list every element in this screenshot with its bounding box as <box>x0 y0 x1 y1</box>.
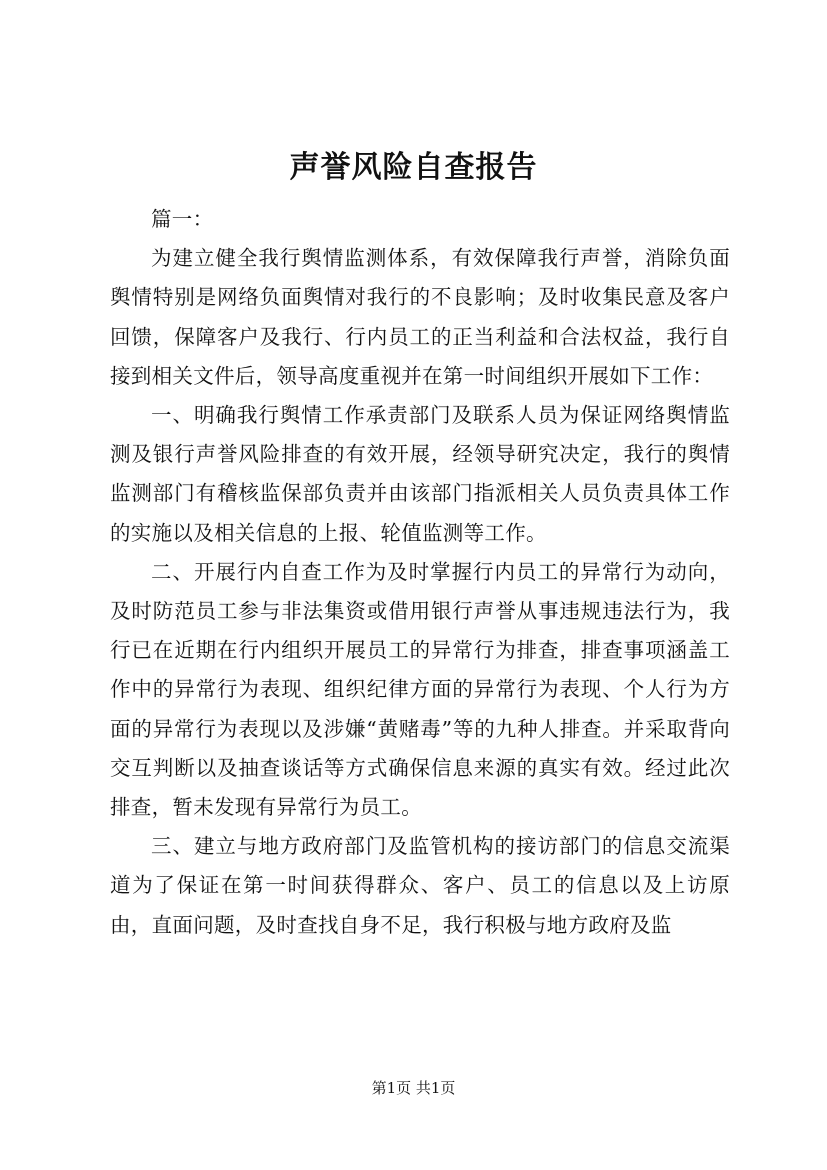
paragraph-item-3: 三、建立与地方政府部门及监管机构的接访部门的信息交流渠道为了保证在第一时间获得群众、客户、员工的信息以及上访原由，直面问题，及时查找自身不足，我行积极与地方政府及监 <box>110 834 730 937</box>
paragraph-item-1: 一、明确我行舆情工作承责部门及联系人员为保证网络舆情监测及银行声誉风险排查的有效开展，经领导研究决定，我行的舆情监测部门有稽核监保部负责并由该部门指派相关人员负责具体工作的实施以及相关信息的上报、轮值监测等工作。 <box>110 403 730 545</box>
page-footer: 第1页 共1页 <box>371 1079 456 1097</box>
document-body <box>110 200 730 945</box>
document-title: 声誉风险自查报告 <box>289 150 538 185</box>
paragraph-intro: 为建立健全我行舆情监测体系，有效保障我行声誉，消除负面舆情特别是网络负面舆情对我行的不良影响；及时收集民意及客户回馈，保障客户及我行、行内员工的正当利益和合法权益，我行自接到相关文件后，领导高度重视并在第一时间组织开展如下工作： <box>110 246 730 388</box>
paragraph-item-2: 二、开展行内自查工作为及时掌握行内员工的异常行为动向，及时防范员工参与非法集资或借用银行声誉从事违规违法行为，我行已在近期在行内组织开展员工的异常行为排查，排查事项涵盖工作中的异常行为表现、组织纪律方面的异常行为表现、个人行为方面的异常行为表现以及涉嫌“黄赌毒”等的九种人排查。并采取背向交互判断以及抽查谈话等方式确保信息来源的真实有效。经过此次排查，暂未发现有异常行为员工。 <box>110 559 730 820</box>
section-label: 篇一： <box>151 207 214 231</box>
